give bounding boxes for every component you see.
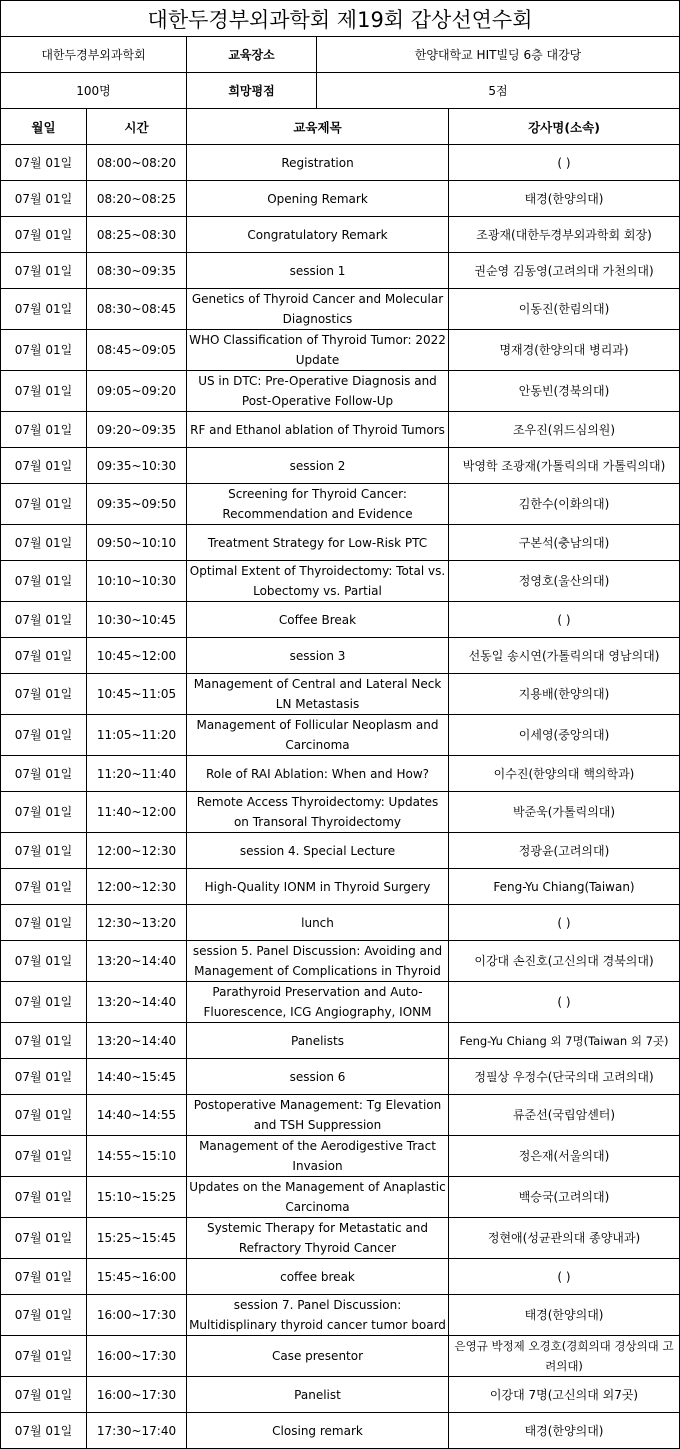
table-row [1, 330, 680, 371]
table-row [1, 715, 680, 756]
table-row [1, 561, 680, 602]
row-speaker: 선동일 송시연(가톨릭의대 영남의대) [449, 638, 680, 674]
row-time: 09:50~10:10 [87, 525, 187, 561]
row-date: 07월 01일 [1, 371, 87, 412]
row-time: 16:00~17:30 [87, 1336, 187, 1377]
row-topic: coffee break [187, 1259, 449, 1295]
row-speaker: ( ) [449, 982, 680, 1023]
row-speaker: 태경(한양의대) [449, 1413, 680, 1449]
row-topic: US in DTC: Pre-Operative Diagnosis and Post-Operative Follow-Up [187, 371, 449, 412]
row-date: 07월 01일 [1, 561, 87, 602]
venue-value: 한양대학교 HIT빌딩 6층 대강당 [317, 37, 680, 73]
row-speaker: 구본석(충남의대) [449, 525, 680, 561]
row-speaker: 이강대 7명(고신의대 외7곳) [449, 1377, 680, 1413]
row-date: 07월 01일 [1, 1218, 87, 1259]
row-date: 07월 01일 [1, 1023, 87, 1059]
table-row [1, 1095, 680, 1136]
row-time: 16:00~17:30 [87, 1295, 187, 1336]
row-speaker: ( ) [449, 905, 680, 941]
row-date: 07월 01일 [1, 715, 87, 756]
row-time: 17:30~17:40 [87, 1413, 187, 1449]
row-speaker: ( ) [449, 1259, 680, 1295]
row-speaker: 정은재(서울의대) [449, 1136, 680, 1177]
row-time: 15:25~15:45 [87, 1218, 187, 1259]
row-topic: Coffee Break [187, 602, 449, 638]
row-time: 09:35~10:30 [87, 448, 187, 484]
table-row [1, 602, 680, 638]
row-topic: Panelist [187, 1377, 449, 1413]
row-time: 11:20~11:40 [87, 756, 187, 792]
row-time: 08:20~08:25 [87, 181, 187, 217]
row-topic: Congratulatory Remark [187, 217, 449, 253]
row-date: 07월 01일 [1, 982, 87, 1023]
table-row [1, 1413, 680, 1449]
row-topic: Systemic Therapy for Metastatic and Refractory Thyroid Cancer [187, 1218, 449, 1259]
row-speaker: 권순영 김동영(고려의대 가천의대) [449, 253, 680, 289]
row-time: 12:30~13:20 [87, 905, 187, 941]
table-row [1, 484, 680, 525]
row-time: 16:00~17:30 [87, 1377, 187, 1413]
row-date: 07월 01일 [1, 217, 87, 253]
row-topic: RF and Ethanol ablation of Thyroid Tumors [187, 412, 449, 448]
row-date: 07월 01일 [1, 1059, 87, 1095]
row-date: 07월 01일 [1, 869, 87, 905]
row-time: 12:00~12:30 [87, 869, 187, 905]
row-speaker: 태경(한양의대) [449, 1295, 680, 1336]
table-row [1, 1059, 680, 1095]
row-date: 07월 01일 [1, 525, 87, 561]
info-row-venue [1, 37, 680, 73]
row-date: 07월 01일 [1, 289, 87, 330]
row-speaker: ( ) [449, 602, 680, 638]
row-time: 10:45~11:05 [87, 674, 187, 715]
row-speaker: 김한수(이화의대) [449, 484, 680, 525]
row-time: 08:25~08:30 [87, 217, 187, 253]
row-speaker: 태경(한양의대) [449, 181, 680, 217]
row-topic: session 1 [187, 253, 449, 289]
header-speaker: 강사명(소속) [449, 109, 680, 145]
row-time: 13:20~14:40 [87, 982, 187, 1023]
row-date: 07월 01일 [1, 181, 87, 217]
row-topic: Registration [187, 145, 449, 181]
row-time: 11:05~11:20 [87, 715, 187, 756]
row-topic: session 7. Panel Discussion: Multidisplinary thyroid cancer tumor board [187, 1295, 449, 1336]
row-topic: Treatment Strategy for Low-Risk PTC [187, 525, 449, 561]
table-row [1, 289, 680, 330]
table-row [1, 217, 680, 253]
score-label: 희망평점 [187, 73, 317, 109]
info-row-score [1, 73, 680, 109]
column-header-row [1, 109, 680, 145]
row-topic: session 6 [187, 1059, 449, 1095]
table-row [1, 792, 680, 833]
row-date: 07월 01일 [1, 1095, 87, 1136]
row-topic: Management of the Aerodigestive Tract Invasion [187, 1136, 449, 1177]
page-title: 대한두경부외과학회 제19회 갑상선연수회 [1, 1, 680, 37]
row-speaker: 백승국(고려의대) [449, 1177, 680, 1218]
row-speaker: 정광윤(고려의대) [449, 833, 680, 869]
row-date: 07월 01일 [1, 412, 87, 448]
table-row [1, 1336, 680, 1377]
row-topic: Panelists [187, 1023, 449, 1059]
row-topic: Management of Central and Lateral Neck LN Metastasis [187, 674, 449, 715]
row-speaker: 조우진(위드심의원) [449, 412, 680, 448]
row-date: 07월 01일 [1, 330, 87, 371]
row-time: 13:20~14:40 [87, 941, 187, 982]
row-date: 07월 01일 [1, 792, 87, 833]
schedule-rows [1, 145, 680, 1449]
row-date: 07월 01일 [1, 1259, 87, 1295]
row-topic: Updates on the Management of Anaplastic Carcinoma [187, 1177, 449, 1218]
row-date: 07월 01일 [1, 145, 87, 181]
row-time: 10:45~12:00 [87, 638, 187, 674]
table-row [1, 833, 680, 869]
table-row [1, 145, 680, 181]
table-row [1, 448, 680, 484]
header-date: 월일 [1, 109, 87, 145]
table-row [1, 1259, 680, 1295]
row-speaker: Feng-Yu Chiang(Taiwan) [449, 869, 680, 905]
row-topic: Parathyroid Preservation and Auto-Fluorescence, ICG Angiography, IONM [187, 982, 449, 1023]
row-topic: session 3 [187, 638, 449, 674]
row-time: 11:40~12:00 [87, 792, 187, 833]
row-time: 08:45~09:05 [87, 330, 187, 371]
row-time: 09:20~09:35 [87, 412, 187, 448]
row-date: 07월 01일 [1, 638, 87, 674]
row-topic: WHO Classification of Thyroid Tumor: 2022 Update [187, 330, 449, 371]
capacity-value: 100명 [1, 73, 187, 109]
row-date: 07월 01일 [1, 833, 87, 869]
table-row [1, 982, 680, 1023]
row-speaker: 조광재(대한두경부외과학회 회장) [449, 217, 680, 253]
row-date: 07월 01일 [1, 1336, 87, 1377]
row-time: 10:30~10:45 [87, 602, 187, 638]
row-speaker: ( ) [449, 145, 680, 181]
row-speaker: 정필상 우정수(단국의대 고려의대) [449, 1059, 680, 1095]
row-speaker: 이동진(한림의대) [449, 289, 680, 330]
row-topic: Management of Follicular Neoplasm and Carcinoma [187, 715, 449, 756]
row-time: 14:55~15:10 [87, 1136, 187, 1177]
row-time: 13:20~14:40 [87, 1023, 187, 1059]
row-time: 08:30~09:35 [87, 253, 187, 289]
row-topic: High-Quality IONM in Thyroid Surgery [187, 869, 449, 905]
row-topic: Closing remark [187, 1413, 449, 1449]
row-speaker: 이세영(중앙의대) [449, 715, 680, 756]
table-row [1, 1218, 680, 1259]
row-time: 09:35~09:50 [87, 484, 187, 525]
table-row [1, 371, 680, 412]
table-row [1, 253, 680, 289]
row-topic: session 5. Panel Discussion: Avoiding and Management of Complications in Thyroid [187, 941, 449, 982]
row-date: 07월 01일 [1, 1136, 87, 1177]
table-row [1, 674, 680, 715]
row-time: 14:40~14:55 [87, 1095, 187, 1136]
row-speaker: 박영학 조광재(가톨릭의대 가톨릭의대) [449, 448, 680, 484]
table-row [1, 941, 680, 982]
row-speaker: 은영규 박정제 오경호(경희의대 경상의대 고려의대) [449, 1336, 680, 1377]
table-row [1, 1177, 680, 1218]
row-topic: Role of RAI Ablation: When and How? [187, 756, 449, 792]
row-date: 07월 01일 [1, 484, 87, 525]
row-date: 07월 01일 [1, 448, 87, 484]
row-speaker: 지용배(한양의대) [449, 674, 680, 715]
row-date: 07월 01일 [1, 905, 87, 941]
table-row [1, 905, 680, 941]
organizer-name: 대한두경부외과학회 [1, 37, 187, 73]
row-time: 08:00~08:20 [87, 145, 187, 181]
row-speaker: 정영호(울산의대) [449, 561, 680, 602]
row-topic: session 4. Special Lecture [187, 833, 449, 869]
table-row [1, 756, 680, 792]
row-speaker: 박준욱(가톨릭의대) [449, 792, 680, 833]
table-row [1, 1023, 680, 1059]
table-row [1, 1377, 680, 1413]
header-time: 시간 [87, 109, 187, 145]
row-date: 07월 01일 [1, 1295, 87, 1336]
row-topic: Screening for Thyroid Cancer: Recommendation and Evidence [187, 484, 449, 525]
row-date: 07월 01일 [1, 1377, 87, 1413]
row-topic: session 2 [187, 448, 449, 484]
row-speaker: Feng-Yu Chiang 외 7명(Taiwan 외 7곳) [449, 1023, 680, 1059]
table-row [1, 869, 680, 905]
row-topic: Remote Access Thyroidectomy: Updates on Transoral Thyroidectomy [187, 792, 449, 833]
row-topic: Case presentor [187, 1336, 449, 1377]
row-speaker: 안동빈(경북의대) [449, 371, 680, 412]
row-time: 15:10~15:25 [87, 1177, 187, 1218]
row-time: 14:40~15:45 [87, 1059, 187, 1095]
row-time: 08:30~08:45 [87, 289, 187, 330]
row-topic: Optimal Extent of Thyroidectomy: Total vs. Lobectomy vs. Partial [187, 561, 449, 602]
table-row [1, 412, 680, 448]
row-topic: Opening Remark [187, 181, 449, 217]
table-row [1, 1295, 680, 1336]
score-value: 5점 [317, 73, 680, 109]
row-time: 09:05~09:20 [87, 371, 187, 412]
table-row [1, 181, 680, 217]
row-speaker: 정현애(성균관의대 종양내과) [449, 1218, 680, 1259]
table-row [1, 638, 680, 674]
row-date: 07월 01일 [1, 602, 87, 638]
row-speaker: 이강대 손진호(고신의대 경북의대) [449, 941, 680, 982]
table-row [1, 1136, 680, 1177]
row-date: 07월 01일 [1, 253, 87, 289]
row-speaker: 이수진(한양의대 핵의학과) [449, 756, 680, 792]
row-time: 15:45~16:00 [87, 1259, 187, 1295]
row-speaker: 명재경(한양의대 병리과) [449, 330, 680, 371]
row-date: 07월 01일 [1, 1177, 87, 1218]
row-speaker: 류준선(국립암센터) [449, 1095, 680, 1136]
row-time: 10:10~10:30 [87, 561, 187, 602]
header-topic: 교육제목 [187, 109, 449, 145]
venue-label: 교육장소 [187, 37, 317, 73]
row-date: 07월 01일 [1, 674, 87, 715]
row-date: 07월 01일 [1, 756, 87, 792]
row-time: 12:00~12:30 [87, 833, 187, 869]
row-date: 07월 01일 [1, 1413, 87, 1449]
table-row [1, 525, 680, 561]
row-topic: Genetics of Thyroid Cancer and Molecular Diagnostics [187, 289, 449, 330]
row-topic: Postoperative Management: Tg Elevation and TSH Suppression [187, 1095, 449, 1136]
row-date: 07월 01일 [1, 941, 87, 982]
row-topic: lunch [187, 905, 449, 941]
